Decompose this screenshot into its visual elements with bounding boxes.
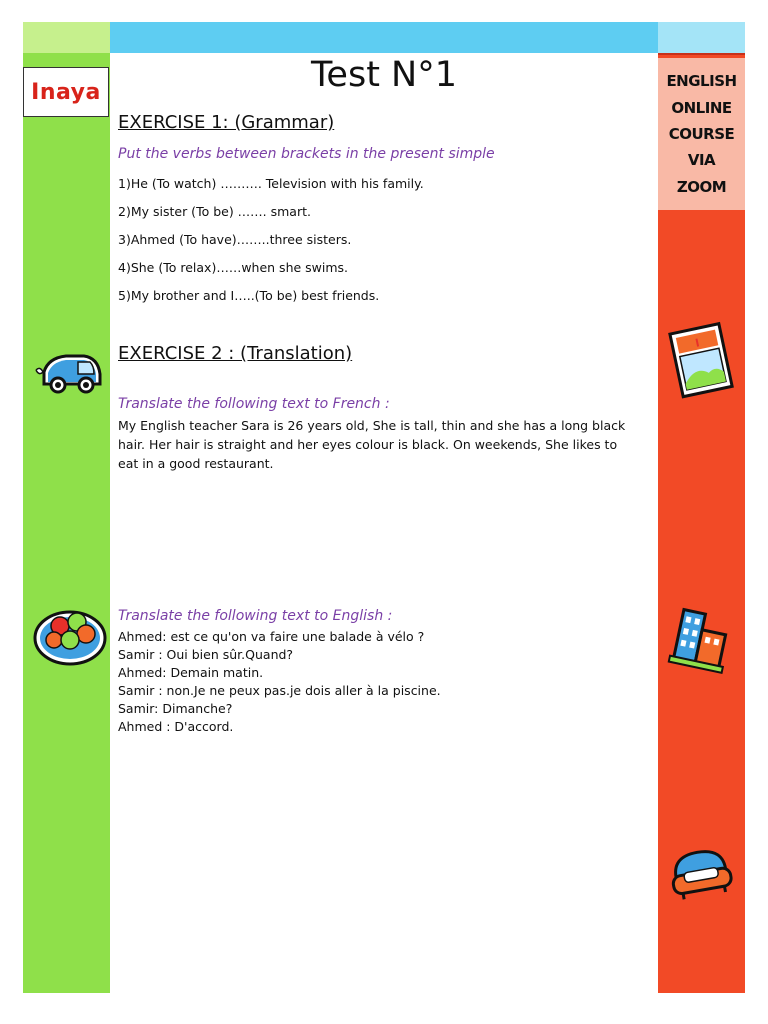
dialogue-line: Ahmed: Demain matin. (118, 665, 264, 680)
exercise1-heading: EXERCISE 1: (Grammar) (118, 112, 335, 133)
dialogue-line: Ahmed : D'accord. (118, 719, 234, 734)
dialogue-line: Samir: Dimanche? (118, 701, 233, 716)
left-top-block (23, 22, 110, 53)
car-icon (34, 348, 106, 396)
buildings-icon (666, 604, 738, 676)
exercise1-item: 1)He (To watch) ………. Television with his family. (118, 176, 424, 191)
exercise1-item: 5)My brother and I…..(To be) best friends. (118, 288, 380, 303)
course-line: ENGLISH (666, 72, 737, 91)
course-line: ZOOM (676, 177, 727, 196)
dialogue-line: Samir : Oui bien sûr.Quand? (118, 647, 294, 662)
exercise2-instruction-english: Translate the following text to English : (118, 608, 393, 624)
exercise2-heading: EXERCISE 2 : (Translation) (118, 343, 353, 364)
exercise2-text-to-translate: My English teacher Sara is 26 years old, She is tall, thin and she has a long black hair. Her hair is straight and her eyes colour is black. On weekends, She likes to eat in a good restaurant. (118, 418, 626, 471)
exercise1-instruction: Put the verbs between brackets in the present simple (118, 146, 495, 162)
exercise2-instruction-french: Translate the following text to French : (118, 396, 390, 412)
page-title: Test N°1 (311, 55, 457, 95)
exercise1-item: 4)She (To relax)……when she swims. (118, 260, 349, 275)
dialogue-line: Ahmed: est ce qu'on va faire une balade à vélo ? (118, 629, 425, 644)
right-top-block (658, 22, 745, 53)
course-label-box (658, 58, 745, 210)
exercise1-item: 3)Ahmed (To have)……..three sisters. (118, 232, 352, 247)
window-picture-icon (666, 320, 738, 400)
logo-box (23, 67, 109, 117)
course-line: COURSE (668, 124, 735, 143)
course-line: VIA (687, 151, 716, 170)
dialogue-line: Samir : non.Je ne peux pas.je dois aller à la piscine. (118, 683, 441, 698)
top-bar (110, 22, 658, 53)
left-column (23, 53, 110, 993)
sofa-icon (666, 846, 736, 902)
exercise1-item: 2)My sister (To be) ……. smart. (118, 204, 311, 219)
course-line: ONLINE (671, 98, 732, 117)
fruit-bowl-icon (32, 600, 108, 666)
logo-text: Inaya (31, 79, 101, 105)
